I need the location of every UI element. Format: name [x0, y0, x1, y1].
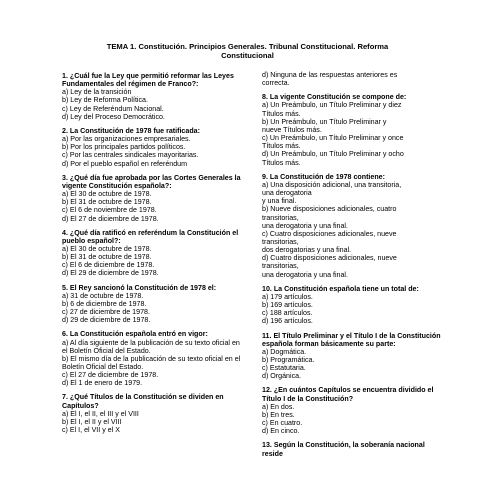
answer-option: a) El 30 de octubre de 1978.: [62, 190, 152, 199]
question-item: [262, 332, 447, 381]
answer-option: c) El I, el VII y el X: [62, 426, 120, 435]
question-item: [262, 93, 447, 166]
question-item: [262, 285, 447, 326]
answer-option: d) Cuatro disposiciones adicionales, nueve: [262, 254, 397, 263]
answer-option: d) Ley del Proceso Democrático.: [62, 112, 165, 121]
answer-option: Boletín Oficial del Estado.: [62, 363, 144, 371]
answer-option: una derogatoria y una final.: [262, 270, 348, 279]
answer-option: d) En cinco.: [262, 427, 300, 436]
question-item: [62, 330, 258, 387]
question-item: [262, 173, 447, 279]
answer-option: d) 29 de diciembre de 1978.: [62, 316, 151, 325]
answer-option: c) En cuatro.: [262, 419, 303, 428]
answer-option: nueve Títulos más.: [262, 125, 322, 134]
question-item: [62, 174, 258, 223]
answer-option: Títulos más.: [262, 158, 301, 167]
answer-option: el Boletín Oficial del Estado.: [62, 346, 151, 355]
title-line-1: TEMA 1. Constitución. Principios Generales. Tribunal Constitucional. Reforma: [106, 42, 389, 51]
answer-option: b) En tres.: [262, 410, 295, 419]
answer-option: b) Ley de Reforma Política.: [62, 96, 148, 105]
answer-option: b) El 31 de octubre de 1978.: [62, 253, 152, 262]
question-item: [62, 229, 258, 278]
answer-option: a) 179 artículos.: [262, 292, 313, 301]
question-item: [62, 127, 258, 168]
answer-option: b) El 31 de octubre de 1978.: [62, 198, 152, 207]
answer-option: b) Programática.: [262, 356, 315, 364]
question-title: 1. ¿Cuál fue la Ley que permitió reformar las Leyes Fundamentales del régimen de Franco?:: [62, 72, 234, 89]
answer-option: a) En dos.: [262, 402, 295, 411]
question-title: 8. La vigente Constitución se compone de:: [262, 93, 407, 102]
question-title: 13. Según la Constitución, la soberanía nacional reside: [262, 441, 425, 458]
answer-option: c) 27 de diciembre de 1978.: [62, 308, 150, 317]
question-title: 11. El Título Preliminar y el Título I de la Constitución española forman básicamente su parte:: [262, 331, 441, 348]
answer-option: b) 169 artículos.: [262, 301, 313, 310]
question-title: 3. ¿Qué día fue aprobada por las Cortes Generales la vigente Constitución española?:: [62, 173, 241, 190]
right-column: [262, 71, 447, 464]
answer-option: c) El 6 de diciembre de 1978.: [62, 261, 155, 270]
question-item: [262, 441, 447, 457]
answer-option: b) Nueve disposiciones adicionales, cuatro: [262, 205, 397, 214]
question-item: [62, 393, 258, 434]
question-title: 2. La Constitución de 1978 fue ratificada:: [62, 126, 200, 135]
answer-option: y una final.: [262, 197, 297, 206]
answer-option: b) Por los principales partidos políticos.: [62, 143, 186, 152]
question-item: [62, 72, 258, 121]
answer-option: a) El I, el II, el III y el VIII: [62, 409, 139, 418]
answer-option: a) Dogmática.: [262, 347, 307, 356]
answer-option: b) El I, el II y el VIII: [62, 417, 122, 426]
answer-option: Títulos más.: [262, 109, 301, 118]
answer-option: a) Ley de la transición: [62, 88, 132, 97]
answer-option: Títulos más.: [262, 142, 301, 151]
answer-option: d) El 29 de diciembre de 1978.: [62, 269, 159, 278]
question-title: 4. ¿Qué día ratificó en referéndum la Constitución el pueblo español?:: [62, 228, 239, 245]
answer-option: a) El 30 de octubre de 1978.: [62, 244, 152, 253]
answer-option: una derogatoria: [262, 189, 312, 198]
answer-option: c) Por las centrales sindicales mayoritarias.: [62, 151, 199, 160]
question-title: 10. La Constitución española tiene un total de:: [262, 284, 419, 293]
page-title: [60, 42, 435, 60]
answer-option: b) Un Preámbulo, un Título Preliminar y: [262, 117, 387, 126]
answer-option: c) Un Preámbulo, un Título Preliminar y once: [262, 134, 404, 143]
question-title: 9. La Constitución de 1978 contiene:: [262, 172, 385, 181]
answer-option: c) 188 artículos.: [262, 309, 313, 318]
question-item: [62, 284, 258, 325]
answer-option: una derogatoria y una final.: [262, 221, 348, 230]
question-item: [262, 386, 447, 435]
title-line-2: Constitucional: [221, 51, 274, 60]
answer-option: transitorias,: [262, 262, 299, 271]
answer-option: a) 31 de octubre de 1978.: [62, 291, 144, 300]
continued-options: [262, 71, 447, 87]
answer-option: c) Ley de Referéndum Nacional.: [62, 104, 164, 113]
question-title: 6. La Constitución española entró en vigor:: [62, 330, 208, 339]
answer-option: d) Orgánica.: [262, 372, 302, 381]
question-title: 12. ¿En cuántos Capítulos se encuentra dividido el Título I de la Constitución?: [262, 386, 434, 403]
answer-option: dos derogatorias y una final.: [262, 246, 352, 255]
answer-option: d) Ninguna de las respuestas anteriores es: [262, 71, 398, 79]
answer-option: d) El 1 de enero de 1979.: [62, 379, 143, 388]
answer-option: a) Por las organizaciones empresariales.: [62, 135, 191, 144]
answer-option: a) Un Preámbulo, un Título Preliminar y diez: [262, 101, 402, 110]
answer-option: transitorias,: [262, 213, 299, 222]
answer-option: d) Un Preámbulo, un Título Preliminar y ocho: [262, 150, 404, 159]
answer-option: c) El 27 de diciembre de 1978.: [62, 371, 159, 380]
answer-option: d) Por el pueblo español en referéndum: [62, 159, 188, 168]
answer-option: b) 6 de diciembre de 1978.: [62, 299, 147, 308]
left-column: [62, 72, 258, 440]
answer-option: b) El mismo día de la publicación de su texto oficial en el: [62, 354, 241, 363]
answer-option: transitorias,: [262, 237, 299, 246]
answer-option: c) El 6 de noviembre de 1978.: [62, 206, 157, 215]
question-title: 7. ¿Qué Títulos de la Constitución se dividen en Capítulos?: [62, 393, 224, 410]
question-title: 5. El Rey sancionó la Constitución de 1978 el:: [62, 283, 217, 292]
answer-option: correcta.: [262, 79, 290, 88]
answer-option: c) Estatutaria.: [262, 364, 306, 373]
answer-option: a) Una disposición adicional, una transitoria,: [262, 180, 402, 189]
right-questions: [262, 93, 447, 457]
answer-option: a) Al día siguiente de la publicación de su texto oficial en: [62, 338, 240, 347]
answer-option: c) Cuatro disposiciones adicionales, nueve: [262, 229, 397, 238]
answer-option: d) 196 artículos.: [262, 317, 313, 326]
answer-option: d) El 27 de diciembre de 1978.: [62, 214, 159, 223]
